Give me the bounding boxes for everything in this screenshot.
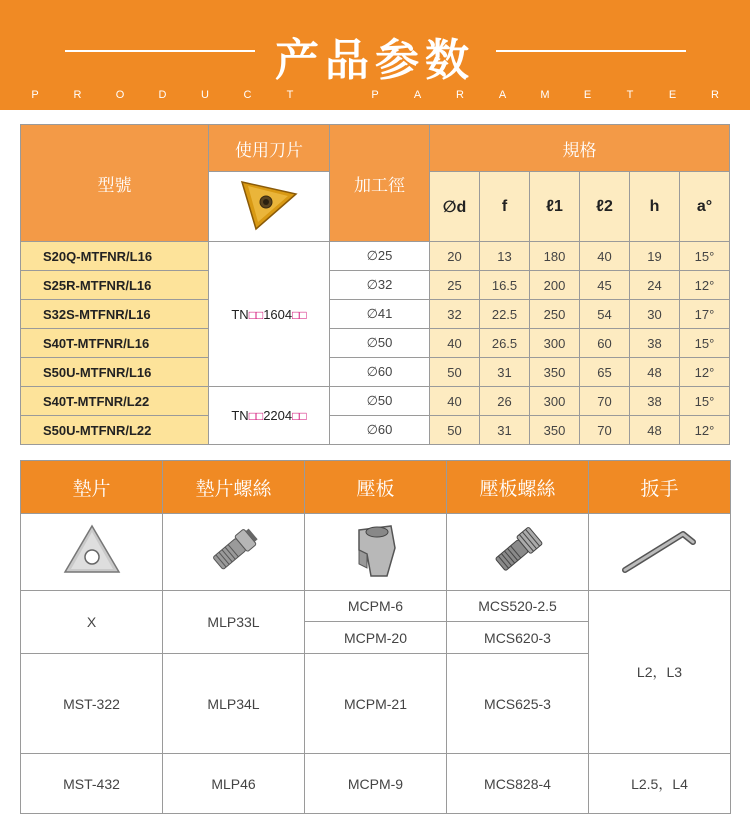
blade-prefix: TN [231, 408, 249, 423]
header-model: 型號 [21, 125, 209, 242]
d-cell: 40 [430, 387, 480, 416]
f-cell: 22.5 [480, 300, 530, 329]
insert-image [209, 172, 330, 242]
angle-cell: 15° [680, 387, 730, 416]
shim-screw-image [163, 514, 305, 591]
table-row [21, 358, 730, 387]
wrench-cell: L2，L3 [589, 591, 731, 754]
subtitle-letter: U [201, 89, 209, 101]
h-cell: 38 [630, 329, 680, 358]
header-shim-screw: 墊片螺絲 [163, 461, 305, 514]
header-diameter: 加工徑 [330, 125, 430, 242]
clamp-screw-cell: MCS620-3 [447, 622, 589, 654]
blade-size: 2204 [263, 408, 293, 423]
clamp-screw-cell: MCS520-2.5 [447, 591, 589, 622]
header-clamp: 壓板 [305, 461, 447, 514]
l1-cell: 350 [530, 416, 580, 445]
triangle-insert-icon [234, 174, 304, 234]
d-cell: 40 [430, 329, 480, 358]
shim-screw-cell: MLP34L [163, 654, 305, 754]
h-cell: 48 [630, 358, 680, 387]
l1-cell: 300 [530, 387, 580, 416]
clamp-screw-cell: MCS625-3 [447, 654, 589, 754]
blade-prefix: TN [231, 306, 249, 322]
blade-cell-16 [209, 242, 330, 387]
angle-cell: 12° [680, 358, 730, 387]
diameter-cell: ∅60 [330, 358, 430, 387]
blade-placeholder: □□ [248, 409, 264, 423]
model-cell: S20Q-MTFNR/L16 [21, 242, 209, 271]
header-spec: 規格 [430, 125, 730, 172]
subheader-h: h [630, 172, 680, 242]
clamp-image [305, 514, 447, 591]
spec-table [20, 124, 730, 445]
angle-cell: 15° [680, 329, 730, 358]
h-cell: 24 [630, 271, 680, 300]
shim-screw-cell: MLP33L [163, 591, 305, 654]
banner-subtitle [22, 89, 728, 101]
table-row [21, 387, 730, 416]
l2-cell: 54 [580, 300, 630, 329]
subtitle-letter: E [583, 89, 592, 101]
model-cell: S50U-MTFNR/L16 [21, 358, 209, 387]
h-cell: 48 [630, 416, 680, 445]
f-cell: 31 [480, 416, 530, 445]
clamp-cell: MCPM-9 [305, 754, 447, 814]
subtitle-letter: M [540, 89, 550, 101]
table-row [21, 242, 730, 271]
angle-cell: 12° [680, 271, 730, 300]
l2-cell: 70 [580, 387, 630, 416]
f-cell: 26 [480, 387, 530, 416]
diameter-cell: ∅25 [330, 242, 430, 271]
model-cell: S32S-MTFNR/L16 [21, 300, 209, 329]
f-cell: 26.5 [480, 329, 530, 358]
wrench-image [589, 514, 731, 591]
header-shim: 墊片 [21, 461, 163, 514]
blade-cell-22 [209, 387, 330, 445]
shim-screw-icon [199, 520, 269, 580]
clamp-icon [341, 518, 411, 582]
blade-placeholder: □□ [292, 307, 307, 322]
header-blade: 使用刀片 [209, 125, 330, 172]
banner-title: 产品参数 [275, 35, 475, 86]
subtitle-letter: P [371, 89, 379, 101]
subtitle-letter: O [115, 89, 125, 101]
subtitle-letter: C [243, 89, 252, 101]
f-cell: 31 [480, 358, 530, 387]
subtitle-letter: D [158, 89, 167, 101]
diameter-cell: ∅41 [330, 300, 430, 329]
d-cell: 25 [430, 271, 480, 300]
l2-cell: 60 [580, 329, 630, 358]
blade-placeholder: □□ [248, 307, 264, 322]
diameter-cell: ∅32 [330, 271, 430, 300]
shim-image [21, 514, 163, 591]
subheader-f: f [480, 172, 530, 242]
diameter-cell: ∅60 [330, 416, 430, 445]
shim-cell: X [21, 591, 163, 654]
subtitle-letter: R [73, 89, 82, 101]
l1-cell: 300 [530, 329, 580, 358]
h-cell: 38 [630, 387, 680, 416]
f-cell: 13 [480, 242, 530, 271]
angle-cell: 15° [680, 242, 730, 271]
clamp-screw-icon [483, 520, 553, 580]
model-cell: S40T-MTFNR/L16 [21, 329, 209, 358]
d-cell: 50 [430, 358, 480, 387]
angle-cell: 12° [680, 416, 730, 445]
d-cell: 32 [430, 300, 480, 329]
l1-cell: 180 [530, 242, 580, 271]
subtitle-letter: A [413, 89, 422, 101]
model-cell: S25R-MTFNR/L16 [21, 271, 209, 300]
header-clamp-screw: 壓板螺絲 [447, 461, 589, 514]
clamp-screw-cell: MCS828-4 [447, 754, 589, 814]
diameter-cell: ∅50 [330, 329, 430, 358]
d-cell: 20 [430, 242, 480, 271]
subheader-d: ∅d [430, 172, 480, 242]
hex-wrench-icon [615, 520, 705, 580]
subtitle-letter: T [626, 89, 634, 101]
subheader-l1: ℓ1 [530, 172, 580, 242]
shim-cell: MST-432 [21, 754, 163, 814]
l2-cell: 70 [580, 416, 630, 445]
subtitle-letter: E [668, 89, 677, 101]
l1-cell: 200 [530, 271, 580, 300]
subtitle-letter: R [711, 89, 719, 101]
f-cell: 16.5 [480, 271, 530, 300]
h-cell: 30 [630, 300, 680, 329]
table-row [21, 329, 730, 358]
shim-screw-cell: MLP46 [163, 754, 305, 814]
l2-cell: 40 [580, 242, 630, 271]
subheader-a: a° [680, 172, 730, 242]
l1-cell: 350 [530, 358, 580, 387]
shim-cell: MST-322 [21, 654, 163, 754]
subtitle-letter: R [456, 89, 464, 101]
subheader-l2: ℓ2 [580, 172, 630, 242]
subtitle-gap [320, 89, 346, 101]
subtitle-letter: A [498, 89, 507, 101]
shim-icon [57, 520, 127, 580]
angle-cell: 17° [680, 300, 730, 329]
model-cell: S40T-MTFNR/L22 [21, 387, 209, 416]
banner [0, 0, 750, 110]
h-cell: 19 [630, 242, 680, 271]
l1-cell: 250 [530, 300, 580, 329]
header-wrench: 扳手 [589, 461, 731, 514]
table-row [21, 271, 730, 300]
clamp-cell: MCPM-21 [305, 654, 447, 754]
subtitle-letter: P [31, 89, 39, 101]
diameter-cell: ∅50 [330, 387, 430, 416]
l2-cell: 45 [580, 271, 630, 300]
l2-cell: 65 [580, 358, 630, 387]
blade-size: 1604 [263, 306, 293, 322]
clamp-cell: MCPM-6 [305, 591, 447, 622]
blade-placeholder: □□ [292, 409, 307, 423]
subtitle-letter: T [286, 89, 294, 101]
clamp-cell: MCPM-20 [305, 622, 447, 654]
clamp-screw-image [447, 514, 589, 591]
d-cell: 50 [430, 416, 480, 445]
table-row [21, 300, 730, 329]
model-cell: S50U-MTFNR/L22 [21, 416, 209, 445]
parts-table [20, 460, 731, 814]
wrench-cell: L2.5，L4 [589, 754, 731, 814]
table-row [21, 416, 730, 445]
